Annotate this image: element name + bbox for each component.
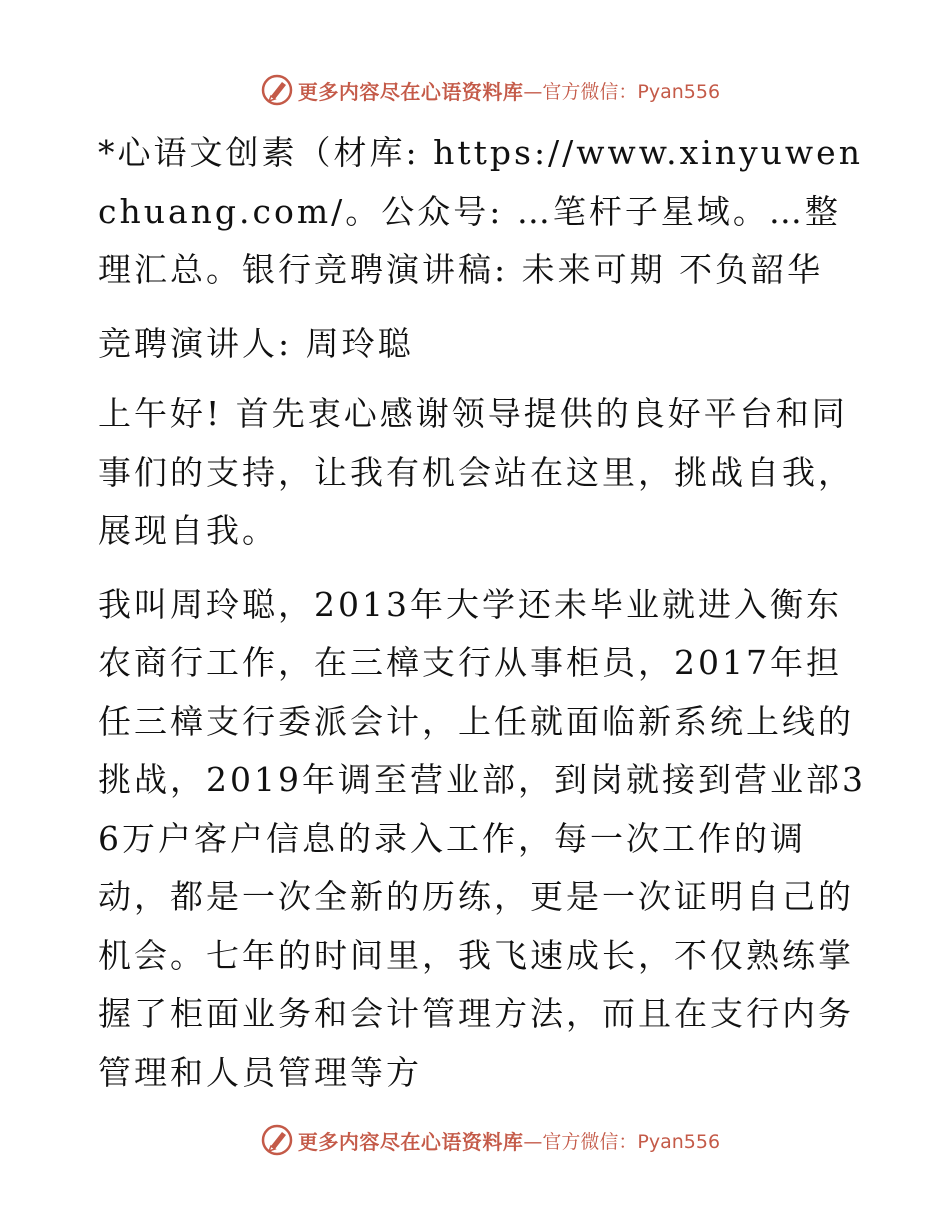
paragraph-speaker: 竞聘演讲人: 周玲聪 — [98, 323, 414, 363]
paragraph-greeting: 上午好! 首先衷心感谢领导提供的良好平台和同事们的支持，让我有机会站在这里，挑战自我，展现自我。 — [98, 394, 854, 550]
pen-logo-icon — [260, 1123, 294, 1157]
banner-sub-text: —官方微信：Pyan556 — [523, 1130, 721, 1153]
banner-main-text: 更多内容尽在心语资料库 — [297, 1129, 524, 1154]
pen-logo-icon — [260, 73, 294, 107]
header-banner — [0, 70, 950, 110]
banner-inner — [260, 1123, 720, 1157]
banner-main-text: 更多内容尽在心语资料库 — [297, 79, 524, 104]
banner-sub-text: —官方微信：Pyan556 — [523, 80, 721, 103]
footer-banner — [0, 1120, 950, 1160]
paragraph-self-intro: 我叫周玲聪，2013年大学还未毕业就进入衡东农商行工作，在三樟支行从事柜员，2017年担任三樟支行委派会计，上任就面临新系统上线的挑战，2019年调至营业部，到岗就接到营业部36万户客户信息的录入工作，每一次工作的调动，都是一次全新的历练，更是一次证明自己的机会。七年的时间里，我飞速成长，不仅熟练掌握了柜面业务和会计管理方法，而且在支行内务管理和人员管理等方 — [98, 584, 866, 1092]
paragraph-intro: *心语文创素（材库: https://www.xinyuwenchuang.com/。公众号: …笔杆子星域。…整理汇总。银行竞聘演讲稿: 未来可期 不负韶华 — [98, 133, 863, 289]
document-body — [98, 124, 868, 1102]
banner-inner — [260, 73, 720, 107]
